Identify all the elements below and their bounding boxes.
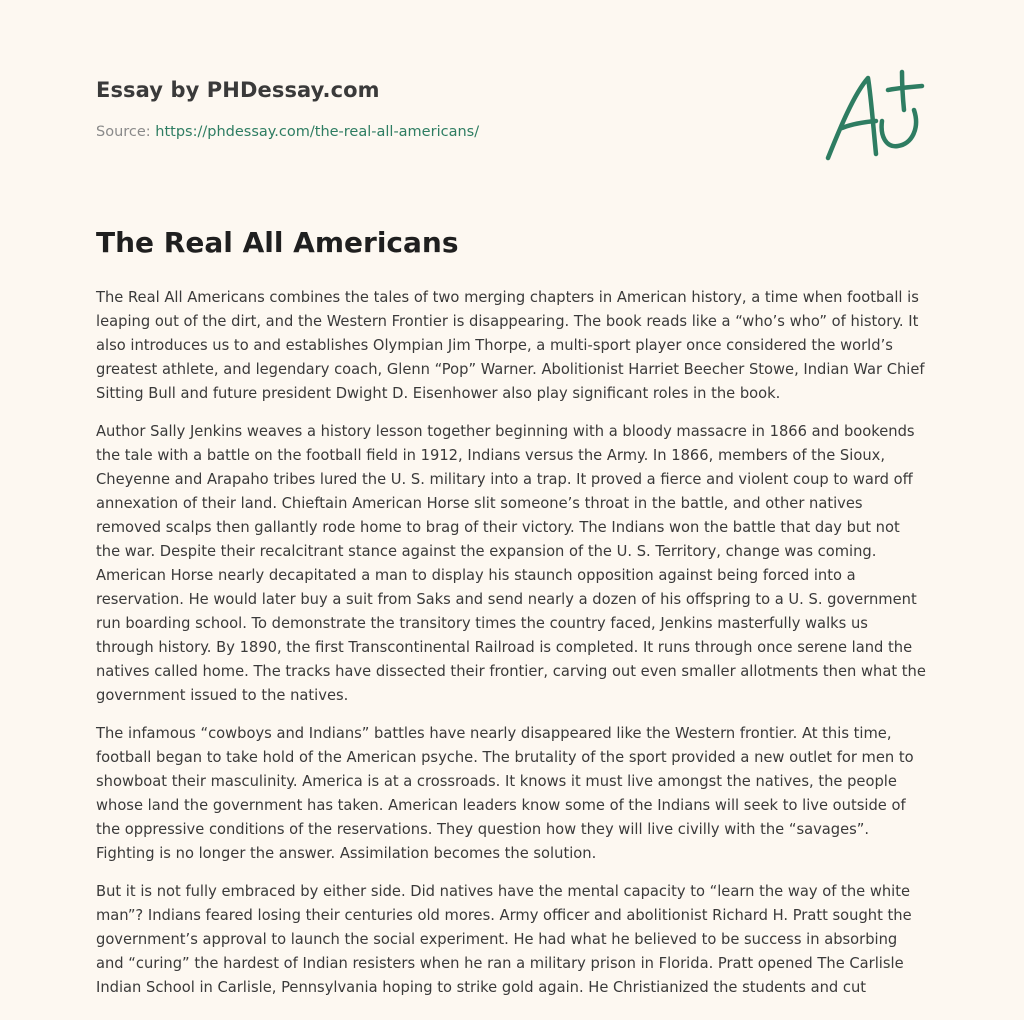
- source-label: Source:: [96, 124, 156, 140]
- brand-title: Essay by PHDessay.com: [96, 78, 380, 102]
- essay-paragraph: Author Sally Jenkins weaves a history lesson together beginning with a bloody massacre in 1866 and bookends the tale with a battle on the football field in 1912, Indians versus the Army. In 1866, members of the Sioux, Cheyenne and Arapaho tribes lured the U. S. military into a trap. It proved a fierce and violent coup to ward off annexation of their land. Chieftain American Horse slit someone’s throat in the battle, and other natives removed scalps then gallantly rode home to brag of their victory. The Indians won the battle that day but not the war. Despite their recalcitrant stance against the expansion of the U. S. Territory, change was coming. American Horse nearly decapitated a man to display his staunch opposition against being forced into a reservation. He would later buy a suit from Saks and send nearly a dozen of his offspring to a U. S. government run boarding school. To demonstrate the transitory times the country faced, Jenkins masterfully walks us through history. By 1890, the first Transcontinental Railroad is completed. It runs through once serene land the natives called home. The tracks have dissected their frontier, carving out even smaller allotments then what the government issued to the natives.: [96, 423, 926, 704]
- source-line: [96, 124, 479, 140]
- a-plus-icon: [822, 66, 928, 166]
- source-link[interactable]: https://phdessay.com/the-real-all-americans/: [155, 124, 480, 140]
- essay-body: [96, 286, 928, 1014]
- essay-title: The Real All Americans: [96, 226, 459, 259]
- essay-page: [96, 0, 928, 1020]
- essay-paragraph: The Real All Americans combines the tales of two merging chapters in American history, a time when football is leaping out of the dirt, and the Western Frontier is disappearing. The book reads like a “who’s who” of history. It also introduces us to and establishes Olympian Jim Thorpe, a multi-sport player once considered the world’s greatest athlete, and legendary coach, Glenn “Pop” Warner. Abolitionist Harriet Beecher Stowe, Indian War Chief Sitting Bull and future president Dwight D. Eisenhower also play significant roles in the book.: [96, 289, 925, 402]
- essay-paragraph: But it is not fully embraced by either side. Did natives have the mental capacity to “learn the way of the white man”? Indians feared losing their centuries old mores. Army officer and abolitionist Richard H. Pratt sought the government’s approval to launch the social experiment. He had what he believed to be success in absorbing and “curing” the hardest of Indian resisters when he ran a military prison in Florida. Pratt opened The Carlisle Indian School in Carlisle, Pennsylvania hoping to strike gold again. He Christianized the students and cut: [96, 883, 912, 996]
- essay-paragraph: The infamous “cowboys and Indians” battles have nearly disappeared like the Western frontier. At this time, football began to take hold of the American psyche. The brutality of the sport provided a new outlet for men to showboat their masculinity. America is at a crossroads. It knows it must live amongst the natives, the people whose land the government has taken. American leaders know some of the Indians will seek to live outside of the oppressive conditions of the reservations. They question how they will live civilly with the “savages”. Fighting is no longer the answer. Assimilation becomes the solution.: [96, 725, 914, 862]
